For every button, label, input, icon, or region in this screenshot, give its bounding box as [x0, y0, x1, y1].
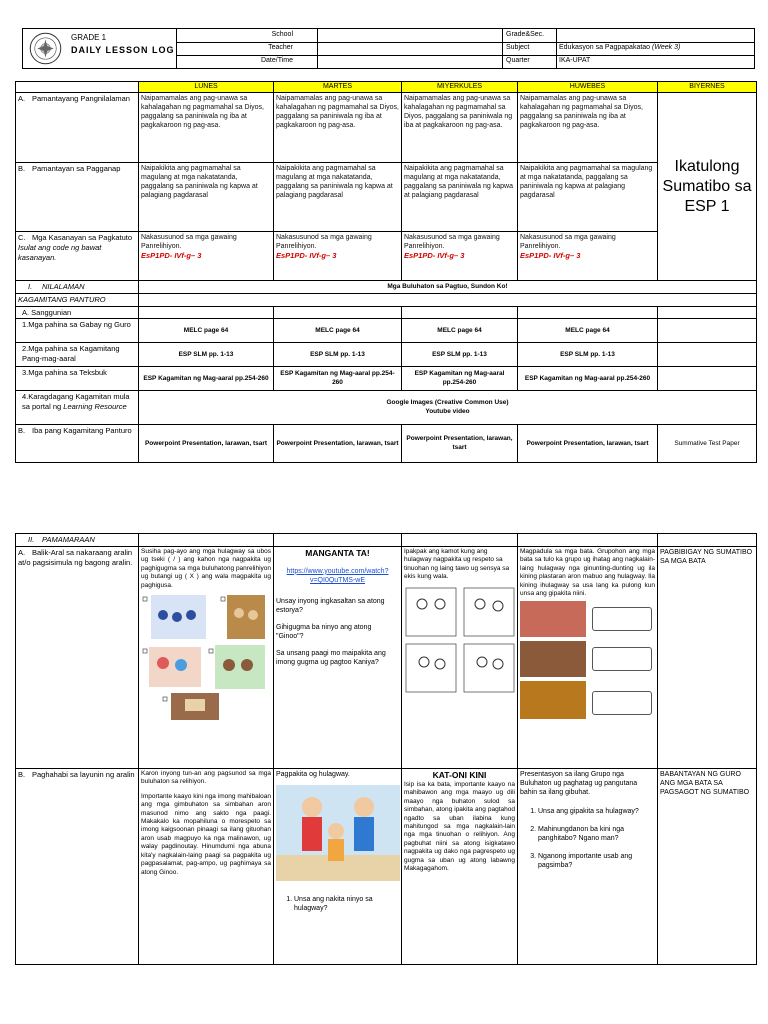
header-logo-cell	[23, 29, 177, 68]
competency-code: EsP1PD- IVf-g– 3	[404, 251, 465, 261]
cell-empty	[658, 306, 757, 319]
paghahabi-question: 1. Unsa ang nakita ninyo sa hulagway?	[294, 895, 399, 913]
label-performance-standards: B. Pamantayan sa Pagganap	[16, 163, 139, 232]
label-nilalaman: I. NILALAMAN	[16, 281, 139, 294]
question-3: Sa unsang paagi mo maipakita ang imong gugma ug pagtoo Kaniya?	[276, 650, 386, 667]
balik-aral-monday-text: Susiha pag-ayo ang mga hulagway sa ubos ug tseki ( / ) ang kahon nga nagpakita ug paghigugma sa mga buluhatong panrelihiyon ug butangi ug ( X ) ang wala magpakita ug paghigusa.	[141, 547, 271, 589]
day-friday: BIYERNES	[658, 82, 757, 93]
family-praying-icon	[276, 785, 400, 881]
cell-empty	[139, 534, 274, 547]
competency-code: EsP1PD- IVf-g– 3	[141, 251, 202, 261]
balik-aral-thursday	[518, 546, 658, 768]
corner-cell	[16, 82, 139, 93]
header-row-school	[176, 29, 754, 43]
objectives-table	[15, 81, 757, 463]
cell-empty	[518, 534, 658, 547]
day-monday: LUNES	[139, 82, 274, 93]
school-label: School	[176, 29, 318, 42]
row-gabay-guro	[16, 319, 757, 343]
label-gabay-guro: 1.Mga pahina sa Gabay ng Guro	[16, 319, 139, 343]
document-title: DAILY LESSON LOG	[71, 45, 175, 55]
balik-aral-friday: PAGBIBIGAY NG SUMATIBO SA MGA BATA	[658, 546, 757, 768]
datetime-field[interactable]	[318, 55, 503, 68]
gradesec-label: Grade&Sec.	[503, 29, 557, 42]
youtube-link[interactable]: https://www.youtube.com/watch?v=QI0QuTMS-wE	[286, 567, 389, 584]
school-field[interactable]	[318, 29, 503, 42]
teksbuk-monday: ESP Kagamitan ng Mag-aaral pp.254-260	[139, 367, 274, 391]
dll-header	[22, 28, 755, 69]
balik-aral-tuesday	[274, 546, 402, 768]
day-wednesday: MIYERKULES	[402, 82, 518, 93]
cell-empty	[658, 367, 757, 391]
row-sanggunian	[16, 306, 757, 319]
quarter-label: Quarter	[503, 55, 557, 68]
content-std-monday: Naipamamalas ang pag-unawa sa kahalagahan ng pagmamahal sa Diyos, paggalang sa paniniwala ng iba at pagkakaroon ng pag-asa.	[139, 93, 274, 163]
cell-empty	[274, 306, 402, 319]
teacher-label: Teacher	[176, 42, 318, 55]
label-balik-aral: A. Balik-Aral sa nakaraang aralin at/o pagsisimula ng bagong aralin.	[16, 546, 139, 768]
cell-empty	[139, 306, 274, 319]
iba-friday: Summative Test Paper	[658, 425, 757, 463]
label-sanggunian: A. Sanggunian	[16, 306, 139, 319]
cell-empty	[518, 306, 658, 319]
datetime-label: Date/Time	[176, 55, 318, 68]
paghahabi-monday-intro: Karon inyong tun-an ang pagsunod sa mga buluhaton sa relihiyon.	[141, 769, 271, 786]
slm-tuesday: ESP SLM pp. 1-13	[274, 343, 402, 367]
subject-value: Edukasyon sa Pagpapakatao	[559, 44, 651, 51]
quarter-field[interactable]: IKA-UPAT	[559, 57, 591, 64]
subject-field[interactable]	[557, 42, 754, 55]
teksbuk-thursday: ESP Kagamitan ng Mag-aaral pp.254-260	[518, 367, 658, 391]
answer-box[interactable]	[592, 691, 652, 715]
iba-tuesday: Powerpoint Presentation, larawan, tsart	[274, 425, 402, 463]
paghahabi-thursday	[518, 768, 658, 964]
day-header-row	[16, 82, 757, 93]
iba-wednesday: Powerpoint Presentation, larawan, tsart	[402, 425, 518, 463]
cell-empty	[402, 534, 518, 547]
row-content-standards	[16, 93, 757, 163]
subject-label: Subject	[503, 42, 557, 55]
paghahabi-tuesday-text: Pagpakita og hulagway.	[276, 770, 350, 778]
gabay-thursday: MELC page 64	[518, 319, 658, 343]
label-content-standards: A. Pamantayang Pangnilalaman	[16, 93, 139, 163]
balik-aral-wednesday	[402, 546, 518, 768]
puzzle-activity	[520, 601, 655, 719]
paghahabi-tuesday	[274, 768, 402, 964]
day-tuesday: MARTES	[274, 82, 402, 93]
label-competencies: C. Mga Kasanayan sa Pagkatuto Isulat ang code ng bawat kasanayan.	[16, 232, 139, 281]
row-nilalaman	[16, 281, 757, 294]
question-1: Unsay inyong ingkasaltan sa atong estorya?	[276, 597, 385, 615]
row-learning-resource	[16, 391, 757, 425]
iba-monday: Powerpoint Presentation, larawan, tsart	[139, 425, 274, 463]
learning-resource-value: Google Images (Creative Common Use) Youtube video	[139, 391, 757, 425]
row-balik-aral	[16, 546, 757, 768]
content-std-thursday: Naipamamalas ang pag-unawa sa kahalagahan ng pagmamahal sa Diyos, paggalang sa paniniwala ng iba at pagkakaroon ng pag-asa.	[518, 93, 658, 163]
song-heading: MANGANTA TA!	[305, 547, 370, 558]
iba-thursday: Powerpoint Presentation, larawan, tsart	[518, 425, 658, 463]
slm-wednesday: ESP SLM pp. 1-13	[402, 343, 518, 367]
answer-box[interactable]	[592, 607, 652, 631]
friday-summative-title: Ikatulong Sumatibo sa ESP 1	[658, 93, 757, 281]
row-competencies	[16, 232, 757, 281]
teksbuk-wednesday: ESP Kagamitan ng Mag-aaral pp.254-260	[402, 367, 518, 391]
competency-wednesday: Nakasusunod sa mga gawaing Panrelihiyon. EsP1PD- IVf-g– 3	[402, 232, 518, 281]
competency-thursday: Nakasusunod sa mga gawaing Panrelihiyon. EsP1PD- IVf-g– 3	[518, 232, 658, 281]
gabay-wednesday: MELC page 64	[402, 319, 518, 343]
paghahabi-monday	[139, 768, 274, 964]
balik-aral-thursday-text: Magpadula sa mga bata. Grupohon ang mga bata sa tulo ka grupo ug ihatag ang nagkalain-laing hulagway nga ginunting-dunting ug ila kining plastaran aron mabuo ang hulagway. Ila kining ihulagway sa usa lang ka pulong kun unsa ang gipakita niini.	[520, 547, 655, 597]
perf-std-tuesday: Naipakikita ang pagmamahal sa magulang at mga nakatatanda, paggalang sa paniniwala ng kapwa at palagiang pagdarasal	[274, 163, 402, 232]
slm-monday: ESP SLM pp. 1-13	[139, 343, 274, 367]
perf-std-monday: Naipakikita ang pagmamahal sa magulang at mga nakatatanda, paggalang sa paniniwala ng kapwa at palagiang pagdarasal	[139, 163, 274, 232]
paghahabi-thursday-text: Presentasyon sa ilang Grupo nga Buluhaton ug paghatag ug pangutana bahin sa ilang gibuhat.	[520, 770, 638, 796]
gabay-tuesday: MELC page 64	[274, 319, 402, 343]
balik-aral-wednesday-text: Ipakpak ang kamot kung ang hulagway nagpakita ug respeto sa tinuohan ng laing tawo ug sensya sa ekis kung wala.	[404, 547, 510, 581]
worship-photos-icon	[520, 601, 588, 719]
competency-code: EsP1PD- IVf-g– 3	[276, 251, 337, 261]
subject-week: (Week 3)	[652, 44, 681, 51]
teksbuk-tuesday: ESP Kagamitan ng Mag-aaral pp.254-260	[274, 367, 402, 391]
cell-empty	[402, 306, 518, 319]
answer-box[interactable]	[592, 647, 652, 671]
katoni-heading: KAT-ONI KINI	[432, 769, 487, 780]
row-iba-pang-kagamitan	[16, 425, 757, 463]
paghahabi-monday-body: Importante kaayo kini nga imong mahibaloan ang mga gimbuhaton sa simbahan aron masunod nimo ang sakto nga paagi. Makakalo ka mopahiluna o morespeto sa imong kaigsoonan pinaagi sa ilang gituohan aron usab magpuyo ka nga malinawon, ug walay pagdinoutay. Hinumdumi nga abuna kita'y nagkalain-laing paagi sa pagpakita ug pagpasalamat, pag-ampo, ug paghimaya sa atong Ginoo.	[141, 792, 271, 876]
perf-std-thursday: Naipakikita ang pagmamahal sa magulang at mga nakatatanda, paggalang sa paniniwala ng kapwa at palagiang pagdarasal	[518, 163, 658, 232]
header-row-teacher	[176, 42, 754, 56]
balik-aral-monday	[139, 546, 274, 768]
row-teksbuk	[16, 367, 757, 391]
cell-empty	[658, 319, 757, 343]
competency-tuesday: Nakasusunod sa mga gawaing Panrelihiyon. EsP1PD- IVf-g– 3	[274, 232, 402, 281]
kagamitan-empty	[139, 293, 757, 306]
label-pang-mag-aaral: 2.Mga pahina sa Kagamitang Pang-mag-aaral	[16, 343, 139, 367]
content-std-tuesday: Naipamamalas ang pag-unawa sa kahalagahan ng pagmamahal sa Diyos, paggalang sa paniniwala ng iba at pagkakaroon ng pag-asa.	[274, 93, 402, 163]
label-iba-pang-kagamitan: B. Iba pang Kagamitang Panturo	[16, 425, 139, 463]
header-row-date	[176, 55, 754, 68]
perf-std-wednesday: Naipakikita ang pagmamahal sa magulang at mga nakatatanda, paggalang sa paniniwala ng kapwa at palagiang pagdarasal	[402, 163, 518, 232]
paghahabi-wednesday-text: Isip isa ka bata, importante kaayo na mahibawon ang mga maayo ug dili maayo nga buhaton sulod sa simbahan, atong ipakita ang pagtahod ngadto sa uban ilabina kung mahitungod sa mga nagkalain-lain nga mga tinuohan o relihiyon. Ang pagbuhat niini sa atong isigkatawo nagpakita ug dako nga pagrespeto ug gugma sa uban ug atong labawng Makagagahom.	[404, 780, 515, 873]
content-std-wednesday: Naipamamalas ang pag-unawa sa kahalagahan ng pagmamahal sa Diyos, paggalang sa paniniwala ng iba at pagkakaroon ng pag-asa.	[402, 93, 518, 163]
paghahabi-friday: BABANTAYAN NG GURO ANG MGA BATA SA PAGSAGOT NG SUMATIBO	[658, 768, 757, 964]
competency-note: Isulat ang code ng bawat kasanayan.	[18, 242, 102, 262]
cell-empty	[658, 534, 757, 547]
competency-code: EsP1PD- IVf-g– 3	[520, 251, 581, 261]
day-thursday: HUWEBES	[518, 82, 658, 93]
gabay-monday: MELC page 64	[139, 319, 274, 343]
worship-pictures-icon	[141, 593, 266, 721]
respect-pictures-icon	[404, 586, 516, 698]
label-paghahabi: B. Paghahabi sa layunin ng aralin	[16, 768, 139, 964]
paghahabi-wednesday	[402, 768, 518, 964]
competency-monday: Nakasusunod sa mga gawaing Panrelihiyon. EsP1PD- IVf-g– 3	[139, 232, 274, 281]
label-learning-resource: 4.Karagdagang Kagamitan mula sa portal ng Learning Resource	[16, 391, 139, 425]
label-pamamaraan: II. PAMAMARAAN	[16, 534, 139, 547]
procedure-table	[15, 533, 757, 965]
cell-empty	[274, 534, 402, 547]
label-teksbuk: 3.Mga pahina sa Teksbuk	[16, 367, 139, 391]
gradesec-field[interactable]	[557, 29, 754, 42]
nilalaman-value: Mga Buluhaton sa Pagtuo, Sundon Ko!	[139, 281, 757, 294]
deped-seal-icon	[29, 32, 62, 65]
row-kagamitan	[16, 293, 757, 306]
activity-images	[141, 593, 266, 721]
question-2: Gihigugma ba ninyo ang atong "Ginoo"?	[276, 624, 372, 641]
thursday-question-1: 1. Unsa ang gipakita sa hulagway?	[538, 807, 655, 816]
row-paghahabi	[16, 768, 757, 964]
row-kagamitang-pang-mag-aaral	[16, 343, 757, 367]
slm-thursday: ESP SLM pp. 1-13	[518, 343, 658, 367]
teacher-field[interactable]	[318, 42, 503, 55]
cell-empty	[658, 343, 757, 367]
row-performance-standards	[16, 163, 757, 232]
label-kagamitan-panturo: KAGAMITANG PANTURO	[16, 293, 139, 306]
thursday-question-2: 2. Mahinungdanon ba kini nga panghitabo? Ngano man?	[538, 825, 655, 843]
thursday-question-3: 3. Nganong importante usab ang pagsimba?	[538, 852, 655, 870]
header-fields	[176, 29, 754, 68]
grade-label: GRADE 1	[71, 33, 107, 42]
row-pamamaraan	[16, 534, 757, 547]
